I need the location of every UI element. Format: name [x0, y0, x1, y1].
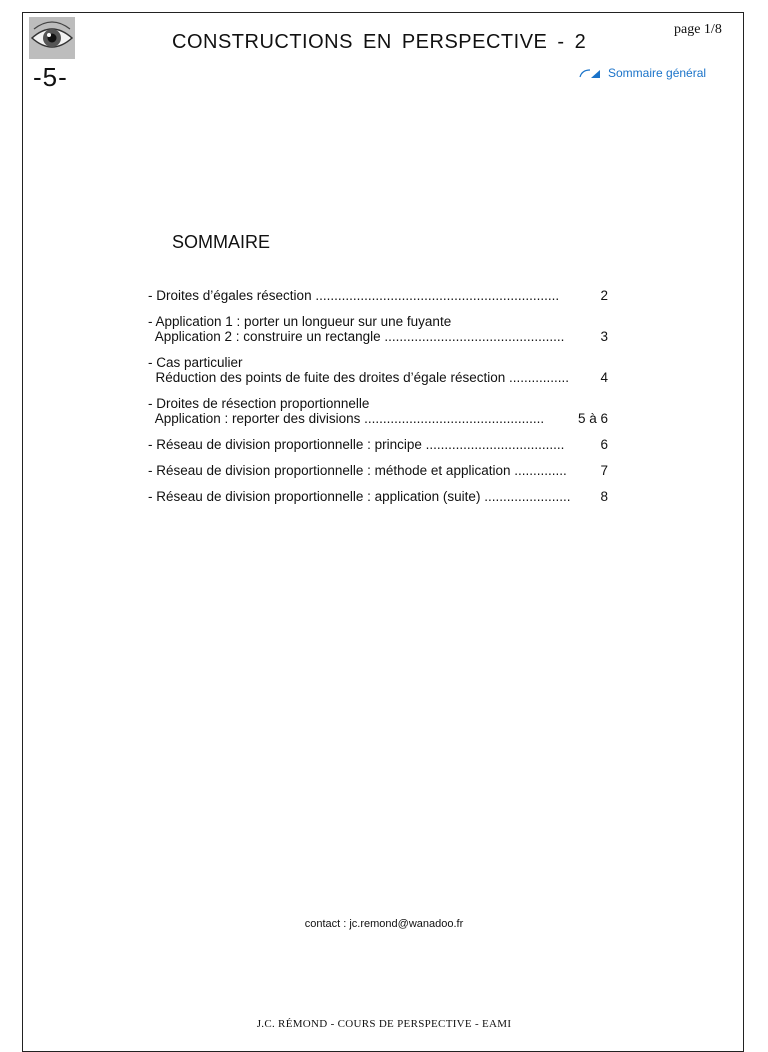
arrow-link-icon [578, 67, 602, 79]
toc-item[interactable] [148, 314, 608, 344]
toc-item[interactable] [148, 463, 608, 478]
contact-email[interactable]: contact : jc.remond@wanadoo.fr [304, 918, 464, 930]
page-indicator: page 1/8 [674, 22, 722, 37]
toc-item-page: 4 [600, 370, 608, 385]
toc-list [148, 288, 608, 515]
toc-item[interactable] [148, 437, 608, 452]
toc-item-text: - Droites de résection proportionnelle Application : reporter des divisions ................................................ [148, 396, 545, 426]
footer-credit: J.C. RÉMOND - COURS DE PERSPECTIVE - EAMI [256, 1018, 512, 1030]
toc-item-text: - Réseau de division proportionnelle : méthode et application .............. [148, 463, 567, 478]
toc-item-text: - Réseau de division proportionnelle : application (suite) ....................... [148, 489, 571, 504]
toc-heading: SOMMAIRE [172, 232, 271, 252]
eye-icon [29, 17, 75, 59]
toc-item[interactable] [148, 396, 608, 426]
toc-item-text: - Réseau de division proportionnelle : principe ..................................... [148, 437, 565, 452]
toc-item[interactable] [148, 489, 608, 504]
toc-item-text: - Application 1 : porter un longueur sur une fuyante Application 2 : construire un rectangle ................................................ [148, 314, 565, 344]
summary-link-label: Sommaire général [608, 66, 707, 80]
toc-item-text: - Cas particulier Réduction des points de fuite des droites d’égale résection ................ [148, 355, 569, 385]
page-border [22, 12, 744, 1052]
toc-item-page: 6 [600, 437, 608, 452]
toc-item-text: - Droites d’égales résection ................................................................. [148, 288, 560, 303]
toc-item[interactable] [148, 355, 608, 385]
section-number: -5- [33, 62, 68, 92]
summary-link[interactable] [578, 66, 706, 80]
toc-item[interactable] [148, 288, 608, 303]
page-title: CONSTRUCTIONS EN PERSPECTIVE - 2 [172, 31, 587, 53]
toc-item-page: 8 [600, 489, 608, 504]
toc-item-page: 2 [600, 288, 608, 303]
toc-item-page: 5 à 6 [577, 411, 608, 426]
toc-item-page: 3 [600, 329, 608, 344]
toc-item-page: 7 [600, 463, 608, 478]
